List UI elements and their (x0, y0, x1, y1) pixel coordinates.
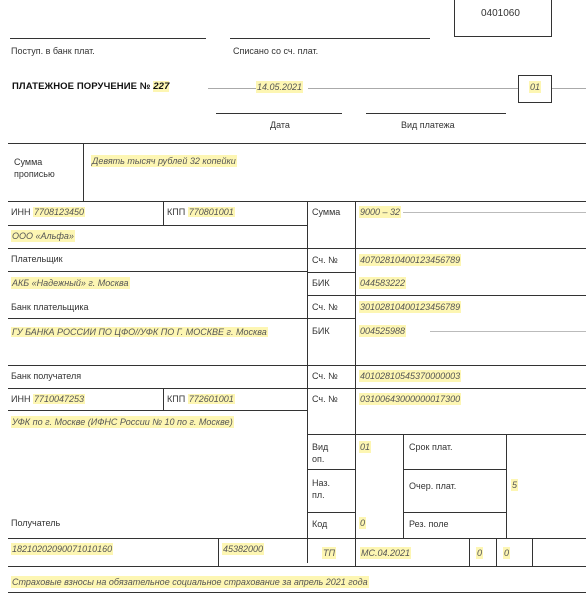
recipient-bik-rule (430, 331, 586, 332)
document-title: ПЛАТЕЖНОЕ ПОРУЧЕНИЕ № 227 (12, 81, 170, 92)
recipient-kpp: КПП 772601001 (167, 394, 234, 404)
line-469 (307, 469, 355, 470)
recipient-name: УФК по г. Москве (ИФНС России № 10 по г. Москве) (12, 417, 233, 427)
reserve-label: Рез. поле (409, 519, 449, 529)
payer-bik: 044583222 (360, 278, 406, 288)
amount-words-value: Девять тысяч рублей 32 копейки (92, 156, 236, 166)
payer-kpp: КПП 770801001 (167, 207, 234, 217)
date-line (216, 113, 342, 114)
recipient-bik: 004525988 (360, 326, 406, 336)
tax-basis: ТП (323, 548, 336, 558)
tax-divider-4 (496, 538, 497, 566)
payer-inn-kpp-divider (163, 201, 164, 225)
line-365-right (355, 365, 586, 366)
recipient-bik-label: БИК (312, 326, 330, 336)
amount-words-label: Сумма прописью (14, 157, 55, 179)
table-top-line (8, 201, 586, 202)
payer-bank-label: Банк плательщика (11, 302, 89, 312)
document-date: 14.05.2021 (257, 82, 303, 92)
line-388 (8, 388, 586, 389)
payer-account: 40702810400123456789 (360, 255, 461, 265)
received-label: Поступ. в банк плат. (11, 46, 95, 56)
payer-role-label: Плательщик (11, 254, 63, 264)
received-line (10, 38, 206, 39)
payer-bik-label: БИК (312, 278, 330, 288)
recipient-inn-kpp-divider (163, 388, 164, 410)
purpose-line (8, 592, 586, 593)
debited-label: Списано со сч. плат. (233, 46, 319, 56)
payer-name: ООО «Альфа» (12, 231, 74, 241)
code-label: Код (312, 519, 328, 529)
document-number: 227 (153, 81, 170, 92)
line-248-right (355, 248, 586, 249)
form-code: 0401060 (481, 8, 520, 19)
tax-divider-2 (355, 538, 356, 566)
line-295-right (355, 295, 586, 296)
line-512 (307, 512, 355, 513)
payment-type-line (366, 113, 506, 114)
order-label: Очер. плат. (409, 481, 457, 491)
status-rule (552, 88, 586, 89)
line-410-left (8, 410, 307, 411)
line-538 (8, 538, 586, 539)
status-code: 01 (530, 82, 541, 92)
payment-type-label: Вид платежа (401, 120, 455, 130)
tax-doc-date: 0 (504, 548, 510, 558)
line-248-left (8, 248, 307, 249)
mid-main-divider (355, 201, 356, 538)
amount-words-top-line (8, 143, 586, 144)
op-divider-1 (403, 434, 404, 538)
line-365-left (8, 365, 307, 366)
tax-doc-number: 0 (477, 548, 483, 558)
sum-rule (403, 212, 586, 213)
payer-bank-account-label: Сч. № (312, 302, 338, 312)
purpose-code-label: Наз. пл. (312, 478, 331, 500)
amount-words-divider (83, 143, 84, 201)
left-main-divider (307, 201, 308, 563)
recipient-account: 03100643000000017300 (360, 394, 461, 404)
recipient-bank-label: Банк получателя (11, 371, 82, 381)
tax-divider-5 (532, 538, 533, 566)
code-value: 0 (360, 518, 366, 528)
tax-divider-1 (218, 538, 219, 566)
recipient-inn: ИНН 7710047253 (11, 394, 85, 404)
tax-divider-3 (469, 538, 470, 566)
recipient-bank-account: 40102810545370000003 (360, 371, 461, 381)
oktmo: 45382000 (223, 544, 264, 554)
term-label: Срок плат. (409, 442, 453, 452)
payer-bank-account: 30102810400123456789 (360, 302, 461, 312)
payer-inn: ИНН 7708123450 (11, 207, 85, 217)
line-566 (8, 566, 586, 567)
line-512-b (403, 512, 506, 513)
sum-value: 9000 – 32 (360, 207, 401, 217)
line-365-mid (307, 365, 355, 366)
debited-line (230, 38, 430, 39)
tax-period: МС.04.2021 (361, 548, 411, 558)
payment-purpose: Страховые взносы на обязательное социальное страхование за апрель 2021 года (12, 577, 368, 587)
recipient-role-label: Получатель (11, 518, 61, 528)
line-318 (8, 318, 355, 319)
recipient-bank-account-label: Сч. № (312, 371, 338, 381)
line-272-mid (307, 272, 355, 273)
date-label: Дата (270, 120, 290, 130)
order-value: 5 (512, 480, 518, 490)
line-295-mid (307, 295, 355, 296)
date-rule (308, 88, 518, 89)
recipient-bank: ГУ БАНКА РОССИИ ПО ЦФО//УФК ПО Г. МОСКВЕ г. Москва (12, 327, 267, 337)
line-271-left (8, 271, 307, 272)
line-248-mid (307, 248, 355, 249)
op-type-label: Вид оп. (312, 442, 329, 464)
op-type-value: 01 (360, 442, 371, 452)
sum-label: Сумма (312, 207, 341, 217)
line-434 (307, 434, 586, 435)
title-rule (208, 88, 258, 89)
line-225-left (8, 225, 307, 226)
kbk: 18210202090071010160 (12, 544, 113, 554)
payer-account-label: Сч. № (312, 255, 338, 265)
op-divider-2 (506, 434, 507, 538)
payer-bank: АКБ «Надежный» г. Москва (12, 278, 129, 288)
line-469-b (403, 469, 506, 470)
recipient-account-label: Сч. № (312, 394, 338, 404)
